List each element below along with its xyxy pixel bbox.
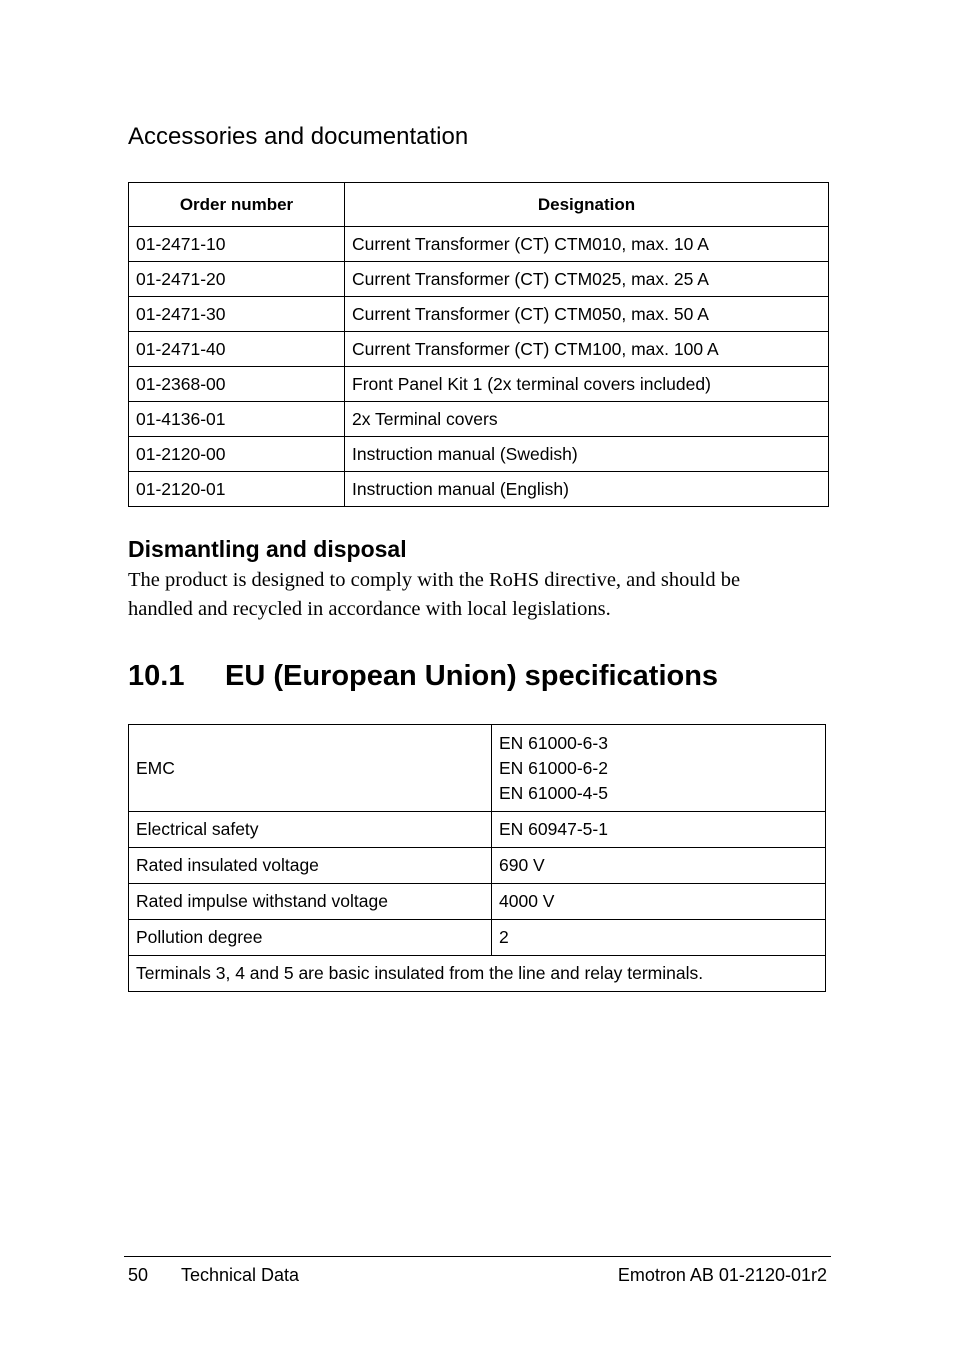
table-row xyxy=(129,367,829,402)
spec-label-cell: Electrical safety xyxy=(129,812,492,848)
footer-left xyxy=(128,1263,299,1287)
spec-label-cell: EMC xyxy=(129,725,492,812)
designation-cell: Instruction manual (Swedish) xyxy=(345,437,829,472)
disposal-heading: Dismantling and disposal xyxy=(128,536,407,562)
footer-section-name: Technical Data xyxy=(181,1265,300,1285)
table-row xyxy=(129,956,826,992)
order-number-cell: 01-2120-01 xyxy=(129,472,345,507)
table-row xyxy=(129,920,826,956)
column-header-order-number: Order number xyxy=(129,183,345,227)
order-number-cell: 01-2471-20 xyxy=(129,262,345,297)
emc-standard: EN 61000-4-5 xyxy=(499,782,608,803)
accessories-heading: Accessories and documentation xyxy=(128,123,469,150)
section-title-text: EU (European Union) specifications xyxy=(225,660,719,692)
designation-cell: Current Transformer (CT) CTM025, max. 25 A xyxy=(345,262,829,297)
order-number-cell: 01-2368-00 xyxy=(129,367,345,402)
accessories-table xyxy=(128,182,829,507)
table-row xyxy=(129,812,826,848)
order-number-cell: 01-2471-10 xyxy=(129,227,345,262)
spec-value-cell: 4000 V xyxy=(492,884,826,920)
designation-cell: 2x Terminal covers xyxy=(345,402,829,437)
order-number-cell: 01-4136-01 xyxy=(129,402,345,437)
disposal-paragraph: The product is designed to comply with the RoHS directive, and should be handled and recycled in accordance with local legislations. xyxy=(128,569,741,620)
spec-label-cell: Pollution degree xyxy=(129,920,492,956)
table-row xyxy=(129,297,829,332)
column-header-designation: Designation xyxy=(345,183,829,227)
table-row xyxy=(129,437,829,472)
table-row xyxy=(129,848,826,884)
eu-specifications-table xyxy=(128,724,826,992)
emc-standard: EN 61000-6-3 xyxy=(499,732,608,753)
designation-cell: Current Transformer (CT) CTM100, max. 100 A xyxy=(345,332,829,367)
spec-label-cell: Rated impulse withstand voltage xyxy=(129,884,492,920)
table-row xyxy=(129,884,826,920)
emc-standard: EN 61000-6-2 xyxy=(499,757,608,778)
table-row xyxy=(129,725,826,812)
spec-value-cell: 690 V xyxy=(492,848,826,884)
spec-value-cell: 2 xyxy=(492,920,826,956)
section-number: 10.1 xyxy=(128,660,185,692)
spec-value-cell: EN 60947-5-1 xyxy=(492,812,826,848)
table-row xyxy=(129,332,829,367)
footer-divider xyxy=(124,1256,831,1257)
table-row xyxy=(129,262,829,297)
table-row xyxy=(129,472,829,507)
table-header-row xyxy=(129,183,829,227)
table-row xyxy=(129,402,829,437)
insulation-note-cell: Terminals 3, 4 and 5 are basic insulated from the line and relay terminals. xyxy=(129,956,826,992)
footer-document-id: Emotron AB 01-2120-01r2 xyxy=(617,1265,827,1285)
section-title xyxy=(128,656,718,696)
table-row xyxy=(129,227,829,262)
order-number-cell: 01-2471-30 xyxy=(129,297,345,332)
spec-label-cell: Rated insulated voltage xyxy=(129,848,492,884)
spec-value-cell xyxy=(492,725,826,812)
designation-cell: Current Transformer (CT) CTM050, max. 50 A xyxy=(345,297,829,332)
designation-cell: Instruction manual (English) xyxy=(345,472,829,507)
order-number-cell: 01-2120-00 xyxy=(129,437,345,472)
designation-cell: Front Panel Kit 1 (2x terminal covers included) xyxy=(345,367,829,402)
designation-cell: Current Transformer (CT) CTM010, max. 10 A xyxy=(345,227,829,262)
order-number-cell: 01-2471-40 xyxy=(129,332,345,367)
page-number: 50 xyxy=(128,1265,149,1285)
